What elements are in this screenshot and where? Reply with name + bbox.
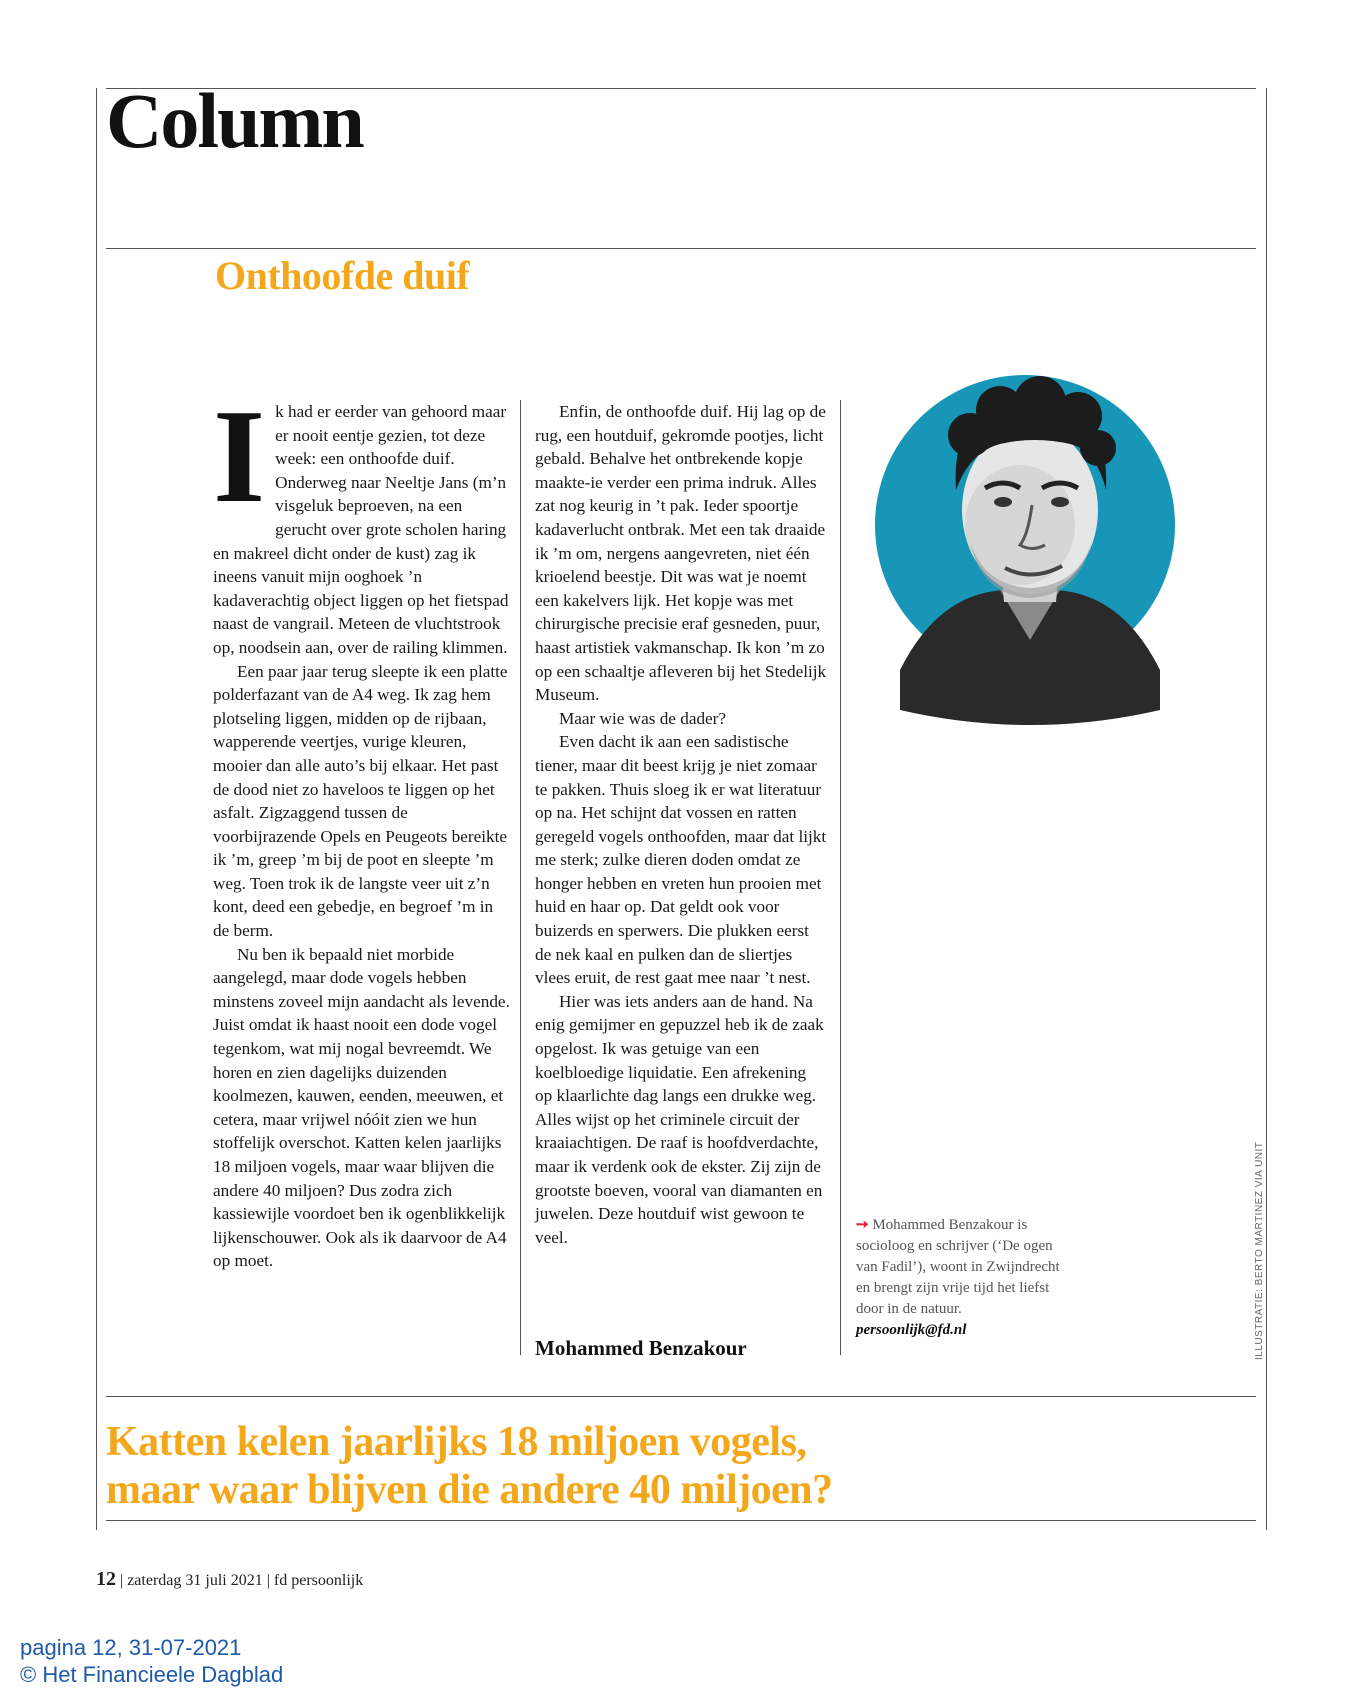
bio-text: Mohammed Benzakour is socioloog en schrijver (‘De ogen van Fadil’), woont in Zwijndrecht en brengt zijn vrije tijd het liefst door in de natuur.	[856, 1217, 1060, 1317]
title-divider	[106, 248, 1256, 249]
article-column-1	[213, 382, 510, 1273]
bio-email[interactable]: persoonlijk@fd.nl	[856, 1322, 967, 1338]
column-divider-2	[840, 400, 841, 1355]
pullquote-bottom-rule	[106, 1520, 1256, 1521]
column-divider	[520, 400, 521, 1355]
pullquote-line-1: Katten kelen jaarlijks 18 miljoen vogels,	[106, 1419, 807, 1465]
section-title: Column	[106, 77, 363, 164]
source-line-1: pagina 12, 31-07-2021	[20, 1635, 242, 1660]
arrow-icon: ➙	[856, 1217, 869, 1233]
author-portrait-illustration	[860, 340, 1200, 740]
folio-text: | zaterdag 31 juli 2021 | fd persoonlijk	[120, 1572, 364, 1589]
paragraph: Maar wie was de dader?	[559, 708, 727, 728]
paragraph: Even dacht ik aan een sadistische tiener, maar dit beest krijg je niet zomaar te pakken. Thuis sloeg ik er wat literatuur op na. Het schijnt dat vossen en ratten geregeld vogels onthoofden, maar dat lijkt me sterk; zulke dieren doden omdat ze honger hebben en vreten hun prooien met huid en haar op. Dat geldt ook voor buizerds en sperwers. Die plukken eerst de nek kaal en pulken dan de sliertjes vlees eruit, de rest gaat mee naar ’t nest.	[535, 732, 827, 988]
author-byline: Mohammed Benzakour	[535, 1336, 747, 1360]
paragraph: Hier was iets anders aan de hand. Na enig gemijmer en gepuzzel heb ik de zaak opgelost. Ik was getuige van een koelbloedige liquidatie. Een afrekening op klaarlichte dag langs een drukke weg. Alles wijst op het criminele circuit der kraaiachtigen. De raaf is hoofdverdachte, maar ik verdenk ook de ekster. Zij zijn de grootste boeven, vooral van diamanten en juwelen. Deze houtduif wist gewoon te veel.	[535, 991, 824, 1247]
pullquote	[106, 1418, 1256, 1514]
author-bio	[856, 1215, 1066, 1341]
article-headline: Onthoofde duif	[215, 253, 470, 298]
page-number: 12	[96, 1568, 116, 1590]
source-line-2: © Het Financieele Dagblad	[20, 1662, 284, 1687]
pullquote-line-2: maar waar blijven die andere 40 miljoen?	[106, 1467, 833, 1513]
right-frame-rule	[1266, 88, 1267, 1530]
pullquote-top-rule	[106, 1396, 1256, 1397]
illustration-credit: ILLUSTRATIE: BERTO MARTINEZ VIA UNIT	[1254, 1141, 1265, 1360]
dropcap: I	[213, 382, 266, 530]
page-folio	[96, 1568, 363, 1591]
source-note	[20, 1634, 283, 1688]
paragraph: Enfin, de onthoofde duif. Hij lag op de rug, een houtduif, gekromde pootjes, licht gebald. Behalve het ontbrekende kopje maakte-ie verder een prima indruk. Alles zat nog keurig in ’t pak. Ieder spoortje kadaverlucht ontbrak. Met een tak draaide ik ’m om, nergens aangevreten, niet één krioelend beestje. Dit was wat je noemt een kakelvers lijk. Het kopje was met chirurgische precisie eraf gesneden, puur, haast artistiek vakmanschap. Ik kon ’m zo op een schaaltje afleveren bij het Stedelijk Museum.	[535, 402, 827, 705]
article-column-2	[535, 400, 827, 1249]
paragraph: k had er eerder van gehoord maar er nooit eentje gezien, tot deze week: een onthoofde duif. Onderweg naar Neeltje Jans (m’n visgeluk beproeven, na een gerucht over grote scholen haring en makreel dicht onder de kust) zag ik ineens vanuit mijn ooghoek ’n kadaverachtig object liggen op het fietspad naast de vangrail. Meteen de vluchtstrook op, noodsein aan, over de railing klimmen.	[213, 402, 509, 657]
left-frame-rule	[96, 88, 97, 1530]
paragraph: Een paar jaar terug sleepte ik een platte polderfazant van de A4 weg. Ik zag hem plotseling liggen, midden op de rijbaan, wapperende veertjes, vurige kleuren, mooier dan alle auto’s bij elkaar. Het past de dood niet zo haveloos te liggen op het asfalt. Zigzaggend tussen de voorbijrazende Opels en Peugeots bereikte ik ’m, greep ’m bij de poot en sleepte ’m weg. Toen trok ik de langste veer uit z’n kont, deed een gebedje, en begroef ’m in de berm.	[213, 661, 508, 941]
paragraph: Nu ben ik bepaald niet morbide aangelegd, maar dode vogels hebben minstens zoveel mijn aandacht als levende. Juist omdat ik haast nooit een dode vogel tegenkom, wat mij nogal bevreemdt. We horen en zien dagelijks duizenden koolmezen, kauwen, eenden, meeuwen, et cetera, maar vrijwel nóóit zien we hun stoffelijk overschot. Katten kelen jaarlijks 18 miljoen vogels, maar waar blijven die andere 40 miljoen? Dus zodra zich kassiewijle voordoet ben ik ogenblikkelijk lijkenschouwer. Ook als ik daarvoor de A4 op moet.	[213, 944, 510, 1271]
